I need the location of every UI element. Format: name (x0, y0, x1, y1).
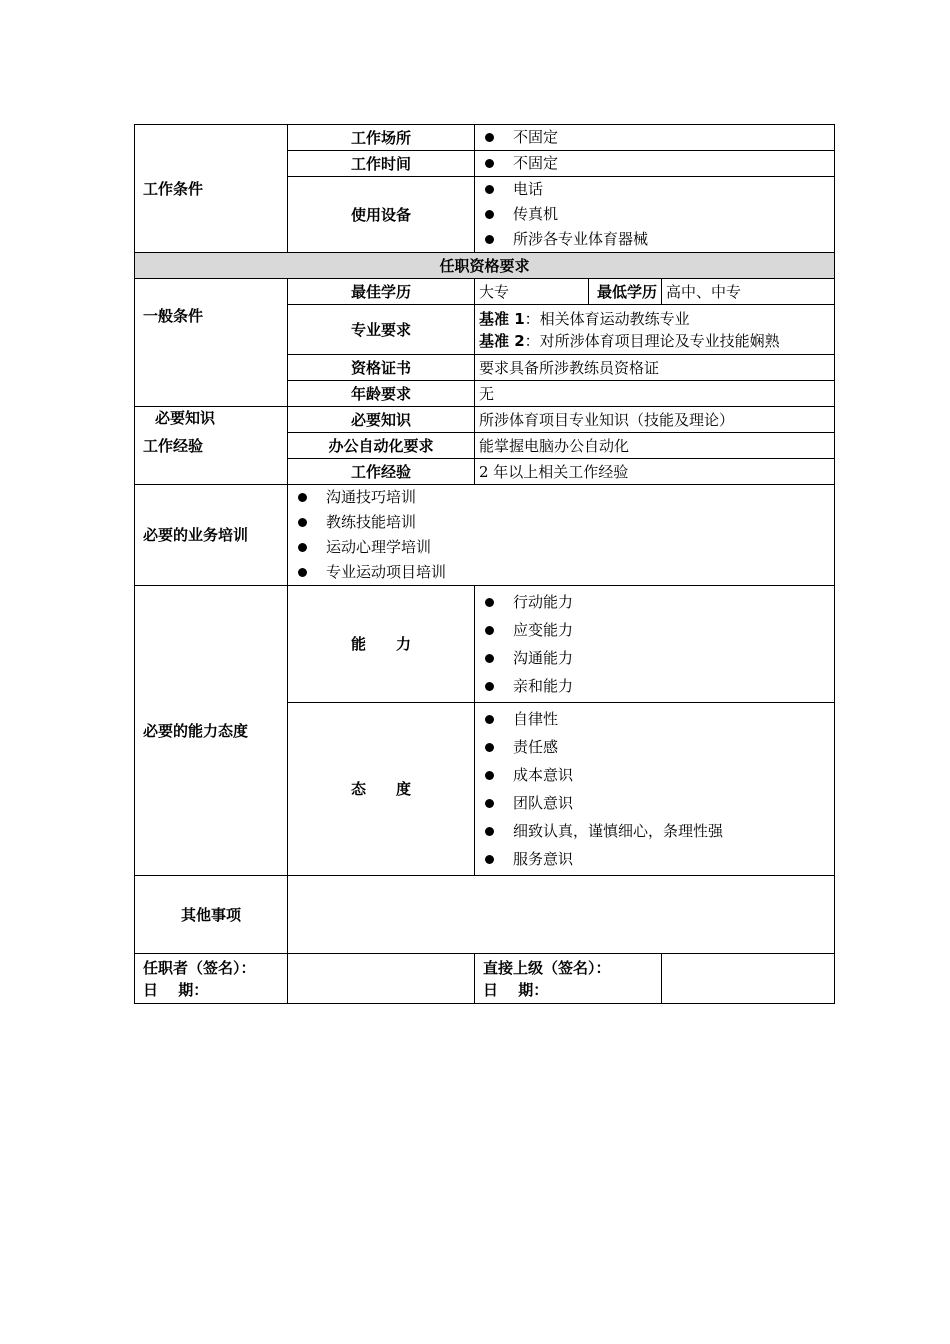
min-education-value: 高中、中专 (662, 279, 835, 305)
general-conditions-label: 一般条件 (135, 279, 288, 407)
list-item: 传真机 (479, 202, 830, 227)
experience-label: 工作经验 (288, 459, 475, 485)
list-item: 所涉各专业体育器械 (479, 227, 830, 252)
list-item: 亲和能力 (479, 672, 830, 700)
attitude-value (475, 703, 835, 876)
list-item: 责任感 (479, 733, 830, 761)
attitude-list (479, 705, 830, 873)
work-place-list (479, 125, 830, 150)
list-item: 行动能力 (479, 588, 830, 616)
list-item: 自律性 (479, 705, 830, 733)
list-item: 成本意识 (479, 761, 830, 789)
ability-value (475, 586, 835, 703)
attitude-label: 态 度 (288, 703, 475, 876)
superior-signature-label: 直接上级（签名）： 日 期： (475, 954, 662, 1004)
knowledge-value: 所涉体育项目专业知识（技能及理论） (475, 407, 835, 433)
knowledge-experience-label: 必要知识 工作经验 (135, 407, 288, 485)
other-value-field[interactable] (288, 876, 835, 954)
certificate-value: 要求具备所涉教练员资格证 (475, 355, 835, 381)
list-item: 不固定 (479, 125, 830, 150)
work-conditions-label: 工作条件 (135, 125, 288, 253)
work-time-value (475, 151, 835, 177)
knowledge-label: 必要知识 (288, 407, 475, 433)
equipment-label: 使用设备 (288, 177, 475, 253)
qualification-section-title: 任职资格要求 (135, 253, 835, 279)
ability-list (479, 588, 830, 700)
training-value (288, 485, 835, 586)
training-label: 必要的业务培训 (135, 485, 288, 586)
list-item: 专业运动项目培训 (292, 560, 830, 585)
list-item: 不固定 (479, 151, 830, 176)
job-description-table (134, 124, 835, 1004)
work-place-label: 工作场所 (288, 125, 475, 151)
training-list (292, 485, 830, 585)
superior-signature-field[interactable] (662, 954, 835, 1004)
list-item: 运动心理学培训 (292, 535, 830, 560)
equipment-value (475, 177, 835, 253)
major-benchmark-1: 基准 1：相关体育运动教练专业 (479, 309, 690, 328)
certificate-label: 资格证书 (288, 355, 475, 381)
holder-signature-label: 任职者（签名）： 日 期： (135, 954, 288, 1004)
list-item: 沟通能力 (479, 644, 830, 672)
ability-label: 能 力 (288, 586, 475, 703)
best-education-value: 大专 (475, 279, 589, 305)
office-automation-value: 能掌握电脑办公自动化 (475, 433, 835, 459)
work-time-list (479, 151, 830, 176)
equipment-list (479, 177, 830, 252)
list-item: 应变能力 (479, 616, 830, 644)
list-item: 团队意识 (479, 789, 830, 817)
list-item: 服务意识 (479, 845, 830, 873)
list-item: 细致认真，谨慎细心，条理性强 (479, 817, 830, 845)
major-value (475, 305, 835, 355)
age-value: 无 (475, 381, 835, 407)
work-place-value (475, 125, 835, 151)
holder-signature-field[interactable] (288, 954, 475, 1004)
age-label: 年龄要求 (288, 381, 475, 407)
list-item: 电话 (479, 177, 830, 202)
ability-attitude-label: 必要的能力态度 (135, 586, 288, 876)
experience-value: 2 年以上相关工作经验 (475, 459, 835, 485)
other-label: 其他事项 (135, 876, 288, 954)
office-automation-label: 办公自动化要求 (288, 433, 475, 459)
major-label: 专业要求 (288, 305, 475, 355)
best-education-label: 最佳学历 (288, 279, 475, 305)
major-benchmark-2: 基准 2：对所涉体育项目理论及专业技能娴熟 (479, 331, 780, 350)
list-item: 教练技能培训 (292, 510, 830, 535)
min-education-label: 最低学历 (589, 279, 662, 305)
list-item: 沟通技巧培训 (292, 485, 830, 510)
work-time-label: 工作时间 (288, 151, 475, 177)
